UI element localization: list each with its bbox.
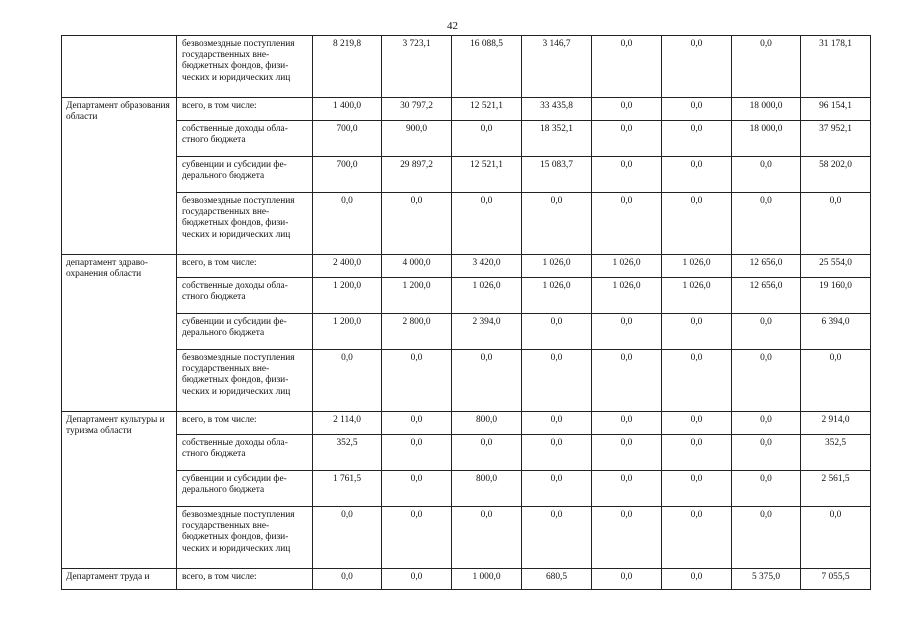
table-row [62, 435, 871, 471]
value-cell: 1 761,5 [313, 471, 382, 507]
value-cell: 1 026,0 [592, 278, 662, 314]
value-cell: 0,0 [522, 412, 592, 435]
value-cell: 0,0 [382, 435, 452, 471]
budget-table [61, 35, 871, 590]
revenue-source-cell: безвозмездные поступления государственных внебюджетных фондов, физических и юридических лиц [177, 507, 313, 569]
table-row [62, 350, 871, 412]
revenue-source-cell: всего, в том числе: [177, 255, 313, 278]
value-cell: 0,0 [732, 507, 801, 569]
value-cell: 0,0 [662, 507, 732, 569]
value-cell: 0,0 [522, 471, 592, 507]
value-cell: 12 656,0 [732, 255, 801, 278]
value-cell: 1 026,0 [592, 255, 662, 278]
value-cell: 0,0 [452, 435, 522, 471]
table-body [62, 36, 871, 590]
value-cell: 2 114,0 [313, 412, 382, 435]
department-cell [62, 36, 177, 98]
value-cell: 0,0 [662, 121, 732, 157]
value-cell: 12 656,0 [732, 278, 801, 314]
department-cell: Департамент труда и [62, 569, 177, 590]
value-cell: 0,0 [732, 193, 801, 255]
value-cell: 4 000,0 [382, 255, 452, 278]
table-row [62, 255, 871, 278]
total-value-cell: 19 160,0 [801, 278, 871, 314]
revenue-source-cell: собственные доходы областного бюджета [177, 435, 313, 471]
value-cell: 0,0 [732, 314, 801, 350]
value-cell: 0,0 [592, 350, 662, 412]
value-cell: 1 026,0 [452, 278, 522, 314]
value-cell: 1 200,0 [313, 278, 382, 314]
value-cell: 1 026,0 [522, 278, 592, 314]
table-row [62, 314, 871, 350]
value-cell: 0,0 [662, 98, 732, 121]
value-cell: 2 400,0 [313, 255, 382, 278]
value-cell: 0,0 [382, 471, 452, 507]
value-cell: 800,0 [452, 471, 522, 507]
value-cell: 1 026,0 [662, 278, 732, 314]
revenue-source-cell: всего, в том числе: [177, 569, 313, 590]
value-cell: 0,0 [732, 435, 801, 471]
revenue-source-cell: субвенции и субсидии федерального бюджета [177, 314, 313, 350]
value-cell: 0,0 [662, 193, 732, 255]
value-cell: 0,0 [592, 157, 662, 193]
table-row [62, 507, 871, 569]
value-cell: 0,0 [662, 569, 732, 590]
value-cell: 12 521,1 [452, 98, 522, 121]
table-row [62, 278, 871, 314]
value-cell: 16 088,5 [452, 36, 522, 98]
value-cell: 1 026,0 [662, 255, 732, 278]
total-value-cell: 7 055,5 [801, 569, 871, 590]
value-cell: 3 723,1 [382, 36, 452, 98]
value-cell: 0,0 [592, 98, 662, 121]
value-cell: 0,0 [592, 412, 662, 435]
value-cell: 0,0 [382, 569, 452, 590]
value-cell: 2 800,0 [382, 314, 452, 350]
table-row [62, 471, 871, 507]
total-value-cell: 352,5 [801, 435, 871, 471]
value-cell: 0,0 [382, 193, 452, 255]
value-cell: 1 026,0 [522, 255, 592, 278]
value-cell: 0,0 [313, 350, 382, 412]
revenue-source-cell: субвенции и субсидии федерального бюджета [177, 471, 313, 507]
value-cell: 0,0 [662, 412, 732, 435]
total-value-cell: 25 554,0 [801, 255, 871, 278]
value-cell: 0,0 [732, 157, 801, 193]
total-value-cell: 96 154,1 [801, 98, 871, 121]
total-value-cell: 0,0 [801, 507, 871, 569]
value-cell: 700,0 [313, 157, 382, 193]
value-cell: 30 797,2 [382, 98, 452, 121]
value-cell: 18 352,1 [522, 121, 592, 157]
value-cell: 352,5 [313, 435, 382, 471]
value-cell: 0,0 [522, 193, 592, 255]
total-value-cell: 31 178,1 [801, 36, 871, 98]
value-cell: 0,0 [662, 36, 732, 98]
value-cell: 2 394,0 [452, 314, 522, 350]
table-row [62, 412, 871, 435]
value-cell: 0,0 [452, 350, 522, 412]
value-cell: 0,0 [592, 36, 662, 98]
value-cell: 18 000,0 [732, 121, 801, 157]
revenue-source-cell: всего, в том числе: [177, 98, 313, 121]
value-cell: 0,0 [592, 121, 662, 157]
value-cell: 0,0 [662, 435, 732, 471]
total-value-cell: 0,0 [801, 193, 871, 255]
value-cell: 0,0 [732, 412, 801, 435]
department-cell: департамент здравоохранения области [62, 255, 177, 412]
revenue-source-cell: собственные доходы областного бюджета [177, 278, 313, 314]
value-cell: 0,0 [313, 193, 382, 255]
revenue-source-cell: безвозмездные поступления государственных внебюджетных фондов, физических и юридических лиц [177, 36, 313, 98]
value-cell: 0,0 [522, 350, 592, 412]
table-row [62, 157, 871, 193]
value-cell: 0,0 [452, 507, 522, 569]
value-cell: 0,0 [452, 193, 522, 255]
value-cell: 0,0 [592, 471, 662, 507]
revenue-source-cell: безвозмездные поступления государственных внебюджетных фондов, физических и юридических лиц [177, 193, 313, 255]
value-cell: 0,0 [662, 314, 732, 350]
value-cell: 0,0 [382, 507, 452, 569]
value-cell: 15 083,7 [522, 157, 592, 193]
page-number: 42 [447, 20, 458, 32]
value-cell: 1 400,0 [313, 98, 382, 121]
value-cell: 5 375,0 [732, 569, 801, 590]
value-cell: 3 420,0 [452, 255, 522, 278]
value-cell: 0,0 [313, 507, 382, 569]
value-cell: 0,0 [592, 193, 662, 255]
value-cell: 0,0 [522, 507, 592, 569]
total-value-cell: 37 952,1 [801, 121, 871, 157]
table-row [62, 36, 871, 98]
total-value-cell: 0,0 [801, 350, 871, 412]
total-value-cell: 2 914,0 [801, 412, 871, 435]
total-value-cell: 2 561,5 [801, 471, 871, 507]
value-cell: 0,0 [592, 569, 662, 590]
table-row [62, 98, 871, 121]
revenue-source-cell: всего, в том числе: [177, 412, 313, 435]
value-cell: 0,0 [382, 412, 452, 435]
value-cell: 680,5 [522, 569, 592, 590]
table-row [62, 121, 871, 157]
value-cell: 0,0 [732, 36, 801, 98]
value-cell: 29 897,2 [382, 157, 452, 193]
value-cell: 0,0 [732, 350, 801, 412]
value-cell: 700,0 [313, 121, 382, 157]
value-cell: 0,0 [662, 471, 732, 507]
value-cell: 18 000,0 [732, 98, 801, 121]
value-cell: 0,0 [452, 121, 522, 157]
table-row [62, 569, 871, 590]
value-cell: 0,0 [313, 569, 382, 590]
department-cell: Департамент культуры и туризма области [62, 412, 177, 569]
value-cell: 0,0 [732, 471, 801, 507]
value-cell: 0,0 [662, 350, 732, 412]
value-cell: 3 146,7 [522, 36, 592, 98]
revenue-source-cell: субвенции и субсидии федерального бюджета [177, 157, 313, 193]
value-cell: 900,0 [382, 121, 452, 157]
value-cell: 0,0 [592, 314, 662, 350]
value-cell: 1 200,0 [313, 314, 382, 350]
value-cell: 0,0 [522, 435, 592, 471]
revenue-source-cell: безвозмездные поступления государственных внебюджетных фондов, физических и юридических лиц [177, 350, 313, 412]
value-cell: 800,0 [452, 412, 522, 435]
department-cell: Департамент образования области [62, 98, 177, 255]
value-cell: 33 435,8 [522, 98, 592, 121]
total-value-cell: 6 394,0 [801, 314, 871, 350]
value-cell: 0,0 [662, 157, 732, 193]
value-cell: 0,0 [382, 350, 452, 412]
value-cell: 0,0 [522, 314, 592, 350]
value-cell: 1 200,0 [382, 278, 452, 314]
value-cell: 0,0 [592, 435, 662, 471]
value-cell: 8 219,8 [313, 36, 382, 98]
revenue-source-cell: собственные доходы областного бюджета [177, 121, 313, 157]
total-value-cell: 58 202,0 [801, 157, 871, 193]
value-cell: 0,0 [592, 507, 662, 569]
table-row [62, 193, 871, 255]
value-cell: 1 000,0 [452, 569, 522, 590]
value-cell: 12 521,1 [452, 157, 522, 193]
